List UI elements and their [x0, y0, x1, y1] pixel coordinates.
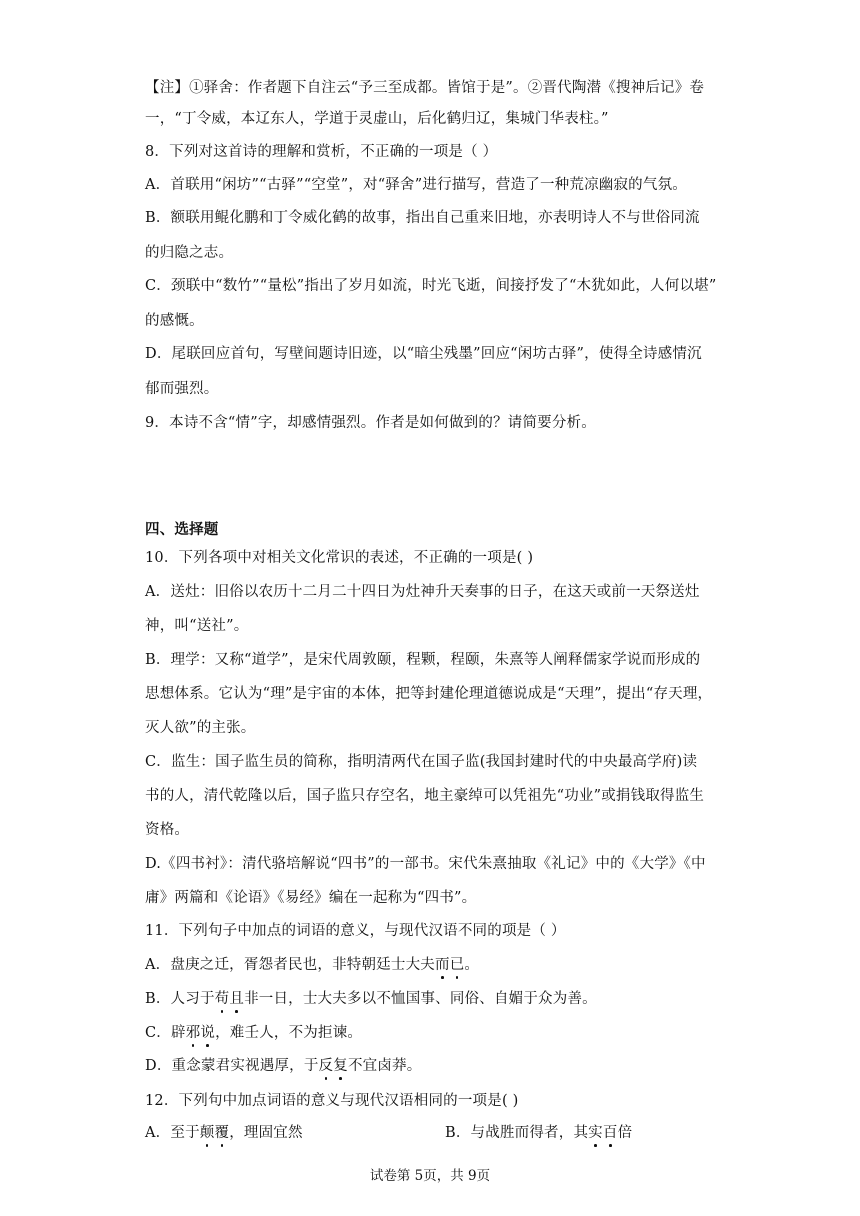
q8-option-d-line-1: D．尾联回应首句，写壁间题诗旧迹，以“暗尘残墨”回应“闲坊古驿”，使得全诗感情沉 — [145, 346, 702, 362]
q11-option-c — [145, 1021, 362, 1042]
q8-option-a: A．首联用“闲坊”“古驿”“空堂”，对“驿舍”进行描写，营造了一种荒凉幽寂的气氛。 — [145, 177, 687, 193]
q12-a-text: A．至于 — [145, 1125, 200, 1141]
q11-stem: 11．下列句子中加点的词语的意义，与现代汉语不同的项是（ ） — [145, 923, 566, 939]
q10-stem: 10．下列各项中对相关文化常识的表述，不正确的一项是( ) — [145, 550, 534, 566]
q12-option-a — [145, 1125, 303, 1141]
q8-option-d-line-2: 郁而强烈。 — [145, 381, 219, 397]
dotted-char: 覆 — [214, 1121, 229, 1142]
q10-option-c-line-2: 书的人，清代乾隆以后，国子监只存空名，地主豪绰可以凭祖先“功业”或捐钱取得监生 — [145, 788, 705, 804]
q8-option-b-line-2: 的归隐之志。 — [145, 245, 234, 261]
q8-option-c-line-2: 的感慨。 — [145, 313, 204, 329]
q10-option-d-line-1: D.《四书衬》：清代骆培解说“四书”的一部书。宋代朱熹抽取《礼记》中的《大学》《中 — [145, 856, 706, 872]
dotted-char: 反 — [319, 1054, 334, 1075]
page-footer: 试卷第 5页，共 9页 — [369, 1168, 491, 1184]
q8-option-c-line-1: C．颈联中“数竹”“量松”指出了岁月如流，时光飞逝，间接抒发了“木犹如此，人何以堪” — [145, 278, 717, 294]
dotted-char: 已 — [450, 953, 465, 974]
dotted-char: 而 — [435, 953, 450, 974]
q11-a-text: A．盘庚之迁，胥怨者民也，非特朝廷士大夫 — [145, 957, 435, 973]
q10-option-b-line-1: B．理学：又称“道学”，是宋代周敦颐，程颗，程颐，朱熹等人阐释儒家学说而形成的 — [145, 652, 701, 668]
dotted-char: 苟 — [215, 987, 230, 1008]
q11-c-text-end: ，难壬人，不为拒谏。 — [215, 1025, 363, 1041]
q10-option-c-line-1: C．监生：国子监生员的简称，指明清两代在国子监(我国封建时代的中央最高学府)读 — [145, 754, 698, 770]
dotted-char: 邪 — [186, 1021, 201, 1042]
q10-option-a-line-1: A．送灶：旧俗以农历十二月二十四日为灶神升天奏事的日子，在这天或前一天祭送灶 — [145, 584, 700, 600]
q11-b-text: B．人习于 — [145, 991, 215, 1007]
q11-option-d — [145, 1054, 421, 1075]
dotted-char: 复 — [333, 1054, 348, 1075]
note-line-1: 【注】①驿舍：作者题下自注云“予三至成都。皆馆于是”。②晋代陶潜《搜神后记》卷 — [145, 80, 705, 96]
q11-option-b — [145, 987, 597, 1008]
section-heading: 四、选择题 — [145, 521, 219, 538]
note-line-2: 一，“丁令威，本辽东人，学道于灵虚山，后化鹤归辽，集城门华表柱。” — [145, 111, 609, 127]
q11-a-text-end: 。 — [464, 957, 480, 973]
q10-option-a-line-2: 神，叫“送社”。 — [145, 618, 249, 634]
q12-a-text-end: ，理固宜然 — [229, 1125, 303, 1141]
q11-d-text: D．重念蒙君实视遇厚，于 — [145, 1058, 319, 1074]
q8-option-b-line-1: B．额联用鲲化鹏和丁令威化鹤的故事，指出自己重来旧地，亦表明诗人不与世俗同流 — [145, 210, 700, 226]
q12-b-text-end: 倍 — [617, 1125, 633, 1141]
q10-option-d-line-2: 庸》两篇和《论语》《易经》编在一起称为“四书”。 — [145, 890, 477, 906]
q11-d-text-end: 不宜卤莽。 — [347, 1058, 422, 1074]
dotted-char: 颠 — [200, 1121, 215, 1142]
q8-stem: 8．下列对这首诗的理解和赏析，不正确的一项是（ ） — [145, 144, 498, 160]
dotted-char: 实 — [588, 1121, 603, 1142]
q9-stem: 9．本诗不含“情”字，却感情强烈。作者是如何做到的？请简要分析。 — [145, 415, 596, 431]
q11-b-text-end: 非一日，士大夫多以不恤国事、同俗、自媚于众为善。 — [244, 991, 597, 1007]
dotted-char: 且 — [229, 987, 244, 1008]
q12-options-row — [145, 1121, 785, 1142]
q12-stem: 12．下列句中加点词语的意义与现代汉语相同的一项是( ) — [145, 1093, 519, 1109]
dotted-char: 说 — [200, 1021, 215, 1042]
q12-b-text: B．与战胜而得者，其 — [445, 1125, 589, 1141]
q11-c-text: C．辟 — [145, 1025, 186, 1041]
q11-option-a — [145, 953, 479, 974]
q12-option-b — [445, 1121, 632, 1142]
q10-option-c-line-3: 资格。 — [145, 822, 190, 838]
dotted-char: 百 — [603, 1121, 618, 1142]
q10-option-b-line-3: 灭人欲”的主张。 — [145, 720, 256, 736]
q10-option-b-line-2: 思想体系。它认为“理”是宇宙的本体，把等封建伦理道德说成是“天理”，提出“存天理， — [145, 686, 713, 702]
